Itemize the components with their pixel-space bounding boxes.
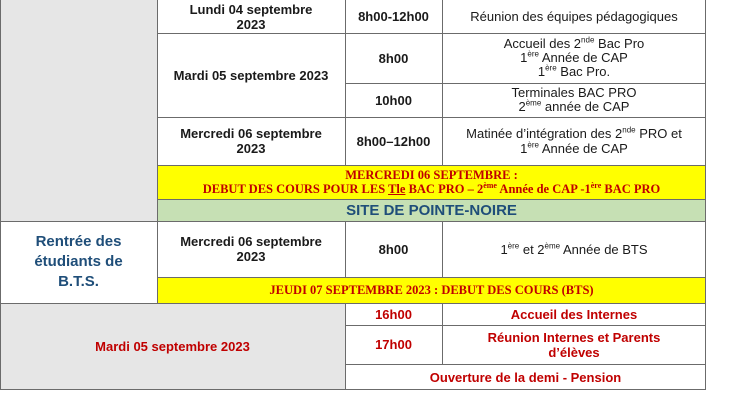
bts-label-line: B.T.S. [58, 273, 99, 290]
date-mercredi [157, 117, 345, 165]
date-lundi [157, 0, 345, 33]
grid-line [157, 0, 158, 303]
text-part: 2 [518, 99, 526, 114]
text-part: Terminales BAC PRO [511, 85, 637, 100]
superscript: ère [507, 241, 520, 251]
activity-mardi-2 [442, 83, 706, 117]
superscript: ère [590, 180, 602, 190]
grid-line [442, 221, 443, 277]
text-part: année de CAP [541, 99, 630, 114]
text-part: DEBUT DES COURS POUR LES [202, 182, 389, 196]
internes-date-cell [0, 303, 345, 390]
activity-demi-pension [345, 364, 706, 390]
time-mercredi-text: 8h00–12h00 [356, 133, 431, 149]
grid-line [345, 221, 346, 277]
date-lundi-text: Lundi 04 septembre 2023 [189, 1, 313, 32]
text-part: BAC PRO – 2 [405, 182, 484, 196]
time-internes-1-text: 16h00 [375, 306, 412, 322]
text-part: Bac Pro [594, 36, 645, 51]
banner-cours-bts [157, 277, 706, 303]
text-part: 1 [537, 64, 546, 79]
time-bts [345, 221, 442, 277]
grid-line [157, 199, 706, 200]
superscript: nde [581, 35, 595, 45]
superscript: ème [483, 180, 497, 190]
banner-line-1: MERCREDI 06 SEPTEMBRE : [345, 168, 518, 182]
time-internes-1 [345, 303, 442, 325]
activity-lundi [442, 0, 706, 33]
banner-cours-bac-pro [157, 165, 706, 199]
activity-internes-1 [442, 303, 706, 325]
superscript: ème [525, 98, 542, 108]
text-part: Accueil des 2 [503, 36, 582, 51]
text-part: PRO et [635, 126, 682, 141]
time-lundi-text: 8h00-12h00 [358, 9, 429, 24]
time-mardi-1-text: 8h00 [378, 50, 409, 66]
grid-line [442, 303, 443, 364]
text-part: Année de CAP [538, 50, 628, 65]
grid-line [157, 33, 706, 34]
time-lundi [345, 0, 442, 33]
text-part: Tle [388, 182, 406, 196]
text-part: 1 [520, 141, 528, 156]
date-mardi-text: Mardi 05 septembre 2023 [173, 67, 329, 83]
time-mardi-2-text: 10h00 [375, 92, 412, 108]
activity-internes-2 [442, 325, 706, 364]
superscript: ère [527, 140, 539, 150]
activity-line [519, 100, 630, 114]
grid-line [0, 221, 706, 222]
superscript: nde [622, 125, 636, 135]
internes-date: Mardi 05 septembre 2023 [95, 339, 250, 354]
activity-line: Réunion Internes et Parents [487, 329, 661, 345]
time-mercredi [345, 117, 442, 165]
activity-line [466, 126, 682, 141]
date-mercredi-text: Mercredi 06 septembre 2023 [180, 126, 322, 156]
grid-line [157, 165, 706, 166]
time-internes-2 [345, 325, 442, 364]
grid-line [345, 364, 706, 365]
activity-line [538, 65, 610, 79]
text-part: Matinée d’intégration des 2 [466, 126, 623, 141]
superscript: ère [527, 49, 539, 59]
text-part: Année de CAP -1 [496, 182, 591, 196]
date-bts [157, 221, 345, 277]
activity-line [520, 141, 628, 156]
text-part: Bac Pro. [556, 64, 611, 79]
bts-label [0, 221, 157, 303]
time-mardi-1 [345, 33, 442, 83]
text-part: BAC PRO [601, 182, 661, 196]
date-bts-text: Mercredi 06 septembre 2023 [180, 234, 322, 264]
grid-line [345, 303, 346, 390]
grid-line [157, 277, 706, 278]
bts-label-line: Rentrée des [35, 233, 122, 250]
text-part: et 2 [519, 241, 545, 257]
text-part: 1 [500, 241, 508, 257]
activity-line [500, 242, 647, 257]
text-part: Année de BTS [560, 241, 648, 257]
grid-line [0, 389, 706, 390]
activity-line: d’élèves [548, 344, 600, 360]
activity-line [520, 51, 628, 65]
activity-bts [442, 221, 706, 277]
time-internes-2-text: 17h00 [375, 337, 412, 352]
left-column-top [0, 0, 157, 221]
time-bts-text: 8h00 [378, 241, 409, 257]
time-mardi-2 [345, 83, 442, 117]
site-title: SITE DE POINTE-NOIRE [346, 201, 517, 219]
grid-line [705, 0, 706, 390]
banner-bts-text: JEUDI 07 SEPTEMBRE 2023 : DEBUT DES COURS (BTS) [269, 283, 594, 297]
text-part: Année de CAP [538, 141, 628, 156]
site-header [157, 199, 706, 221]
date-mardi [157, 33, 345, 117]
activity-lundi-text: Réunion des équipes pédagogiques [470, 9, 678, 24]
superscript: ème [544, 241, 561, 251]
banner-line-2 [203, 182, 661, 196]
activity-mardi-1 [442, 33, 706, 83]
activity-demi-pension-text: Ouverture de la demi - Pension [429, 369, 622, 385]
grid-line [157, 117, 706, 118]
grid-line [345, 83, 706, 84]
activity-line [504, 37, 645, 51]
activity-internes-1-text: Accueil des Internes [510, 306, 638, 322]
activity-mercredi [442, 117, 706, 165]
grid-line [0, 0, 1, 390]
grid-line [345, 325, 706, 326]
superscript: ère [545, 63, 557, 73]
bts-label-line: étudiants de [34, 253, 123, 270]
text-part: 1 [520, 50, 528, 65]
grid-line [0, 303, 706, 304]
